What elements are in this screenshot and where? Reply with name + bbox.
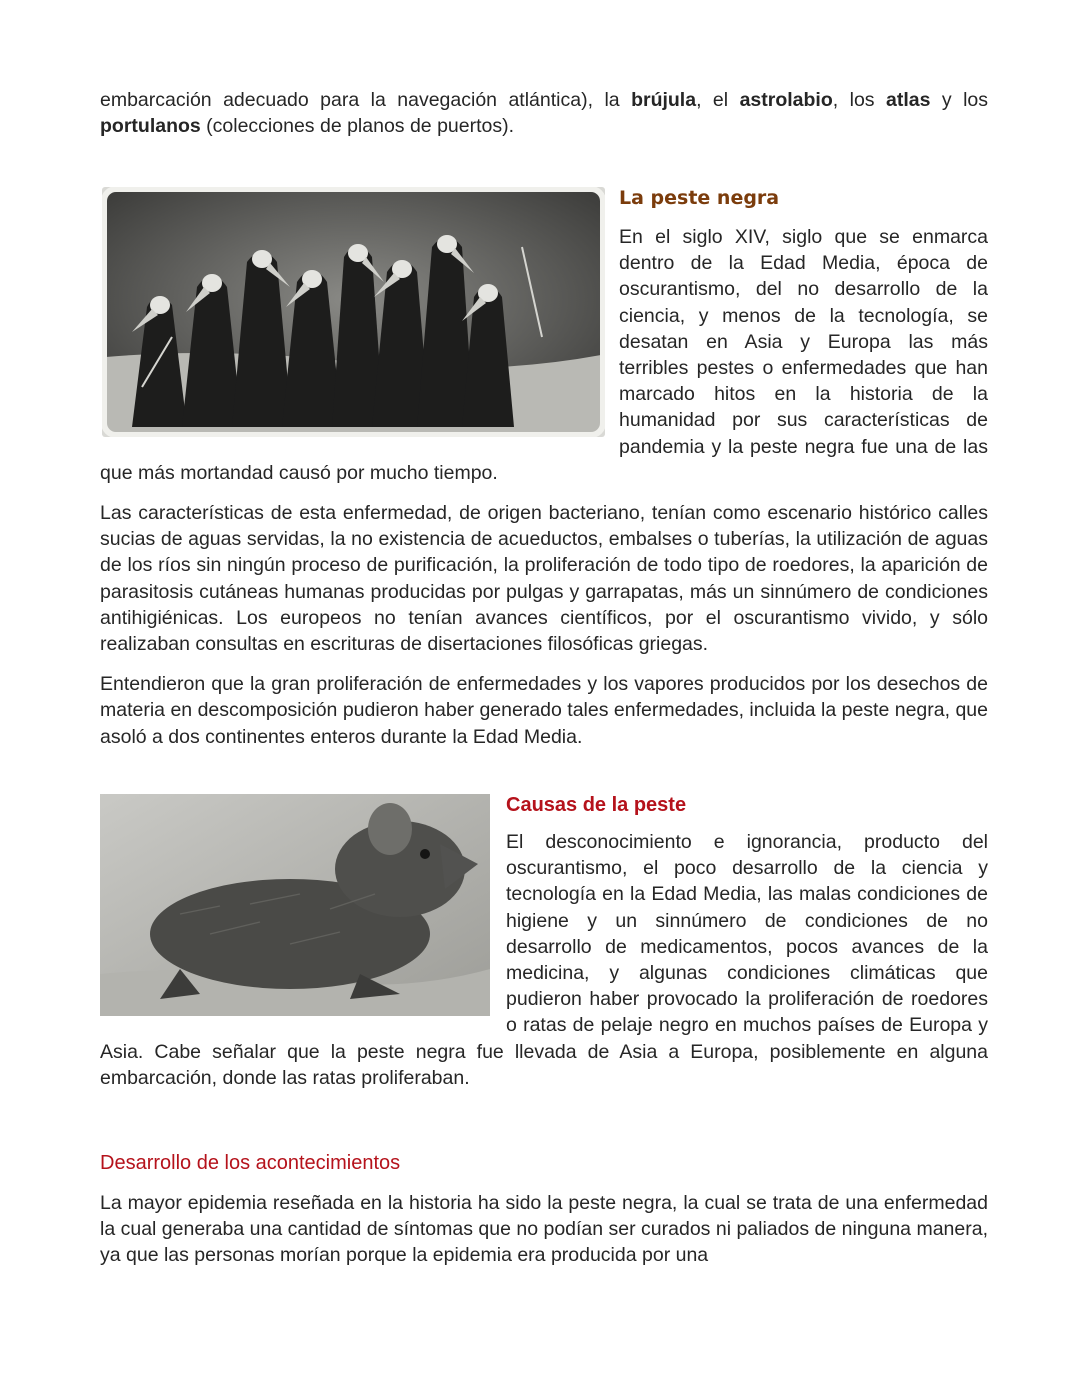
peste-paragraph-1: En el siglo XIV, siglo que se enmarca dentro de la Edad Media, época de oscurantismo, del no desarrollo de la ciencia, y menos de la tecnología, se desatan en Asia y Europa las más terribles pestes o enfermedades que han marcado hitos en la historia de la humanidad por sus características de pandemia y la peste negra fue una de las que más mortandad causó por mucho tiempo. xyxy=(100,226,988,484)
heading-causas: Causas de la peste xyxy=(506,794,687,816)
rat-image xyxy=(100,794,490,1016)
plague-doctors-image xyxy=(102,187,605,437)
intro-text: embarcación adecuado para la navegación atlántica), la xyxy=(100,89,632,111)
section-causas xyxy=(100,792,988,1091)
intro-text: , los xyxy=(832,89,886,111)
intro-text: , el xyxy=(696,89,740,111)
term-astrolabio: astrolabio xyxy=(739,89,833,111)
heading-peste-negra: La peste negra xyxy=(619,187,780,209)
peste-paragraph-3: Entendieron que la gran proliferación de enfermedades y los vapores producidos por los desechos de materia en descomposición pudieron haber generado tales enfermedades, incluida la peste negra, que asoló a dos continentes enteros durante la Edad Media. xyxy=(100,673,988,748)
intro-text: (colecciones de planos de puertos). xyxy=(200,115,515,138)
peste-paragraph-2: Las características de esta enfermedad, de origen bacteriano, tenían como escenario histórico calles sucias de aguas servidas, la no existencia de acueductos, embalses o tuberías, la utilización de aguas de los ríos sin ningún proceso de purificación, la proliferación de todo tipo de roedores, la aparición de parasitosis cutáneas humanas producidas por pulgas y garrapatas, más un sinnúmero de condiciones antihigiénicas. Los europeos no tenían avances científicos, por el oscurantismo vivido, y sólo realizaban consultas en escrituras de disertaciones filosóficas griegas. xyxy=(100,502,988,656)
term-atlas: atlas xyxy=(885,89,931,111)
causas-paragraph: El desconocimiento e ignorancia, producto del oscurantismo, el poco desarrollo de la ciencia y tecnología en la Edad Media, las malas condiciones de higiene y un sinnúmero de condiciones de no desarrollo de medicamentos, pocos avances de la medicina, y algunas condiciones climáticas que pudieron haber provocado la proliferación de roedores o ratas de pelaje negro en muchos países de Europa y Asia. Cabe señalar que la peste negra fue llevada de Asia a Europa, posiblemente en alguna embarcación, donde las ratas proliferaban. xyxy=(100,831,988,1089)
heading-desarrollo: Desarrollo de los acontecimientos xyxy=(100,1152,401,1174)
intro-paragraph xyxy=(100,87,988,139)
section-peste-negra xyxy=(100,182,988,750)
intro-block xyxy=(100,87,988,139)
section-desarrollo xyxy=(100,1150,988,1269)
intro-text: y los xyxy=(930,89,988,111)
term-brujula: brújula xyxy=(631,89,697,111)
desarrollo-paragraph: La mayor epidemia reseñada en la historia ha sido la peste negra, la cual se trata de una enfermedad la cual generaba una cantidad de síntomas que no podían ser curados ni paliados de ninguna manera, ya que las personas morían porque la epidemia era producida por una xyxy=(100,1192,988,1267)
term-portulanos: portulanos xyxy=(100,115,201,138)
